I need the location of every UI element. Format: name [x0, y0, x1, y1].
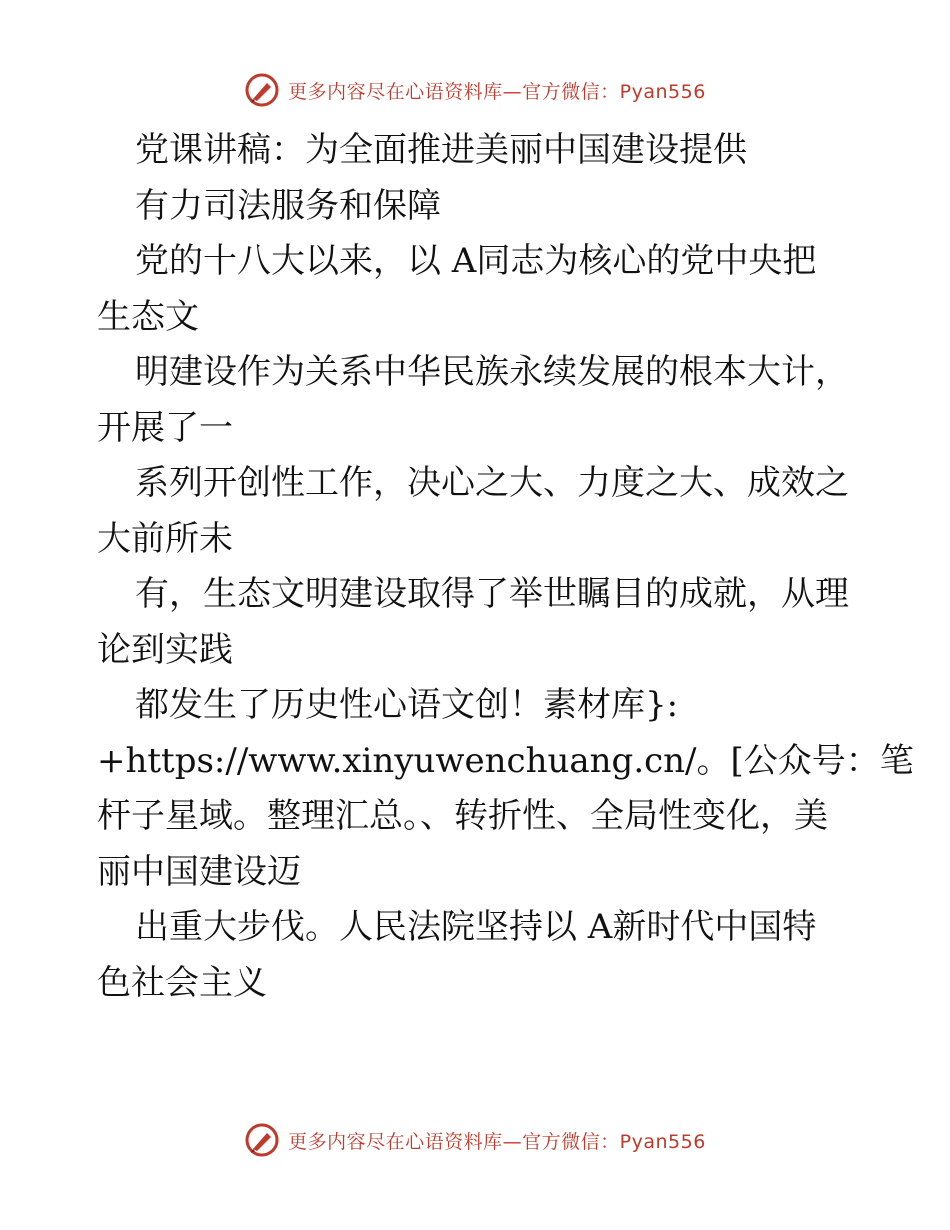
- text-line: 明建设作为关系中华民族永续发展的根本大计，: [135, 352, 849, 392]
- document-body: [97, 123, 914, 1011]
- text-line: 色社会主义: [97, 962, 267, 1003]
- text-line: 丽中国建设迈: [97, 851, 301, 892]
- text-line: 生态文: [97, 296, 199, 337]
- text-line: 党课讲稿：为全面推进美丽中国建设提供: [135, 130, 747, 170]
- text-line: 出重大步伐。人民法院坚持以 A新时代中国特: [135, 907, 817, 947]
- text-line: 杆子星域。整理汇总。、转折性、全局性变化，美: [97, 796, 828, 836]
- header-banner-text: 更多内容尽在心语资料库—官方微信：Pyan556: [288, 80, 706, 103]
- text-line: 开展了一: [97, 407, 233, 448]
- pen-logo-icon: [244, 72, 280, 108]
- text-line: 大前所未: [97, 518, 233, 559]
- text-line: 有，生态文明建设取得了举世瞩目的成就，从理: [135, 574, 849, 614]
- text-line: 系列开创性工作，决心之大、力度之大、成效之: [135, 463, 849, 503]
- pen-logo-icon: [244, 1122, 280, 1158]
- text-line: 党的十八大以来，以 A同志为核心的党中央把: [135, 241, 817, 281]
- text-line: 有力司法服务和保障: [135, 185, 441, 226]
- footer-banner: [0, 1120, 950, 1160]
- text-line: +https://www.xinyuwenchuang.cn/。[公众号：笔: [97, 740, 914, 781]
- footer-banner-text: 更多内容尽在心语资料库—官方微信：Pyan556: [288, 1130, 706, 1153]
- text-line: 都发生了历史性心语文创！素材库}:: [135, 685, 679, 725]
- header-banner: [0, 70, 950, 110]
- text-line: 论到实践: [97, 629, 233, 670]
